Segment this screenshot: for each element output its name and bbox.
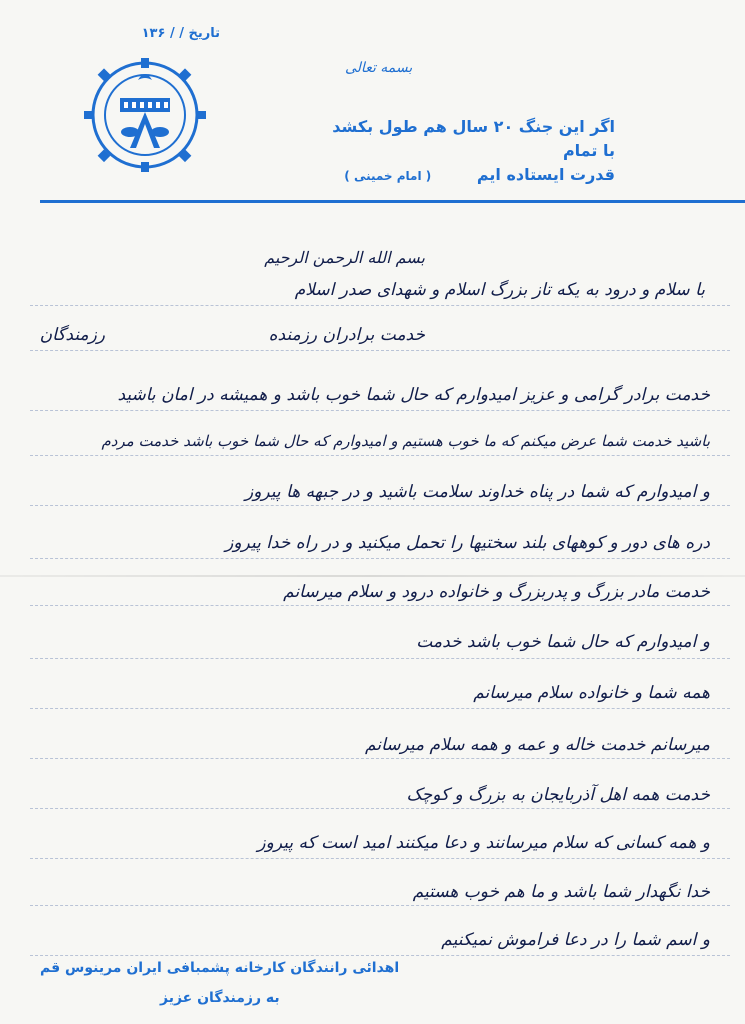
letter-line: باشید خدمت شما عرض میکنم که ما خوب هستیم و امیدوارم که حال شما خوب باشد خدمت مردم [101, 432, 710, 450]
besmellah-mark: بسمه تعالی [345, 60, 413, 76]
ruled-line [30, 658, 730, 659]
date-line: تاریخ / / ۱۳۶ [141, 26, 220, 41]
ruled-line [30, 350, 730, 351]
letter-line: خدمت همه اهل آذربایجان به بزرگ و کوچک [406, 785, 710, 805]
quote-line-1: اگر این جنگ ۲۰ سال هم طول بکشد با تمام [332, 117, 615, 160]
ruled-line [30, 410, 730, 411]
ruled-line [30, 905, 730, 906]
header-divider [40, 200, 745, 203]
letter-line: میرسانم خدمت خاله و عمه و همه سلام میرسانم [365, 735, 710, 755]
letter-line: خدا نگهدار شما باشد و ما هم خوب هستیم [412, 882, 710, 902]
ruled-line [30, 605, 730, 606]
footer-line-1: اهدائی رانندگان کارخانه پشمبافی ایران مرینوس قم [40, 960, 400, 976]
letter-line: و اسم شما را در دعا فراموش نمیکنیم [441, 930, 710, 950]
letter-line: و همه کسانی که سلام میرسانند و دعا میکنند امید است که پیروز [257, 833, 710, 853]
letter-line: خدمت برادران رزمنده [268, 325, 425, 345]
quote-line-2-text: قدرت ایستاده ایم [476, 165, 615, 184]
quote-line-2 [315, 163, 615, 188]
ruled-line [30, 305, 730, 306]
letter-line: خدمت برادر گرامی و عزیز امیدوارم که حال شما خوب باشد و همیشه در امان باشید [117, 385, 710, 405]
ruled-line [30, 955, 730, 956]
letter-line: با سلام و درود به یکه تاز بزرگ اسلام و شهدای صدر اسلام [294, 280, 705, 300]
letter-line: دره های دور و کوههای بلند سختیها را تحمل میکنید و در راه خدا پیروز [225, 533, 710, 553]
ruled-line [30, 858, 730, 859]
ruled-line [30, 558, 730, 559]
ruled-line [30, 708, 730, 709]
factory-emblem-icon [80, 50, 210, 175]
footer-line-2: به رزمندگان عزیز [160, 990, 280, 1006]
letter-line: و امیدوارم که حال شما خوب باشد خدمت [416, 632, 710, 652]
letter-line: همه شما و خانواده سلام میرسانم [473, 683, 710, 703]
quote-source: ( امام خمینی ) [344, 169, 432, 183]
ruled-line [30, 808, 730, 809]
paper-fold [0, 575, 745, 577]
ruled-line [30, 455, 730, 456]
letter-line: خدمت مادر بزرگ و پدربزرگ و خانواده درود و سلام میرسانم [283, 582, 710, 602]
ruled-line [30, 505, 730, 506]
letter-salutation: بسم الله الرحمن الرحیم [264, 248, 425, 267]
header-quote [315, 115, 615, 188]
letter-line: و امیدوارم که شما در پناه خداوند سلامت باشید و در جبهه ها پیروز [245, 482, 710, 502]
letter-line: رزمندگان [39, 325, 105, 345]
ruled-line [30, 758, 730, 759]
